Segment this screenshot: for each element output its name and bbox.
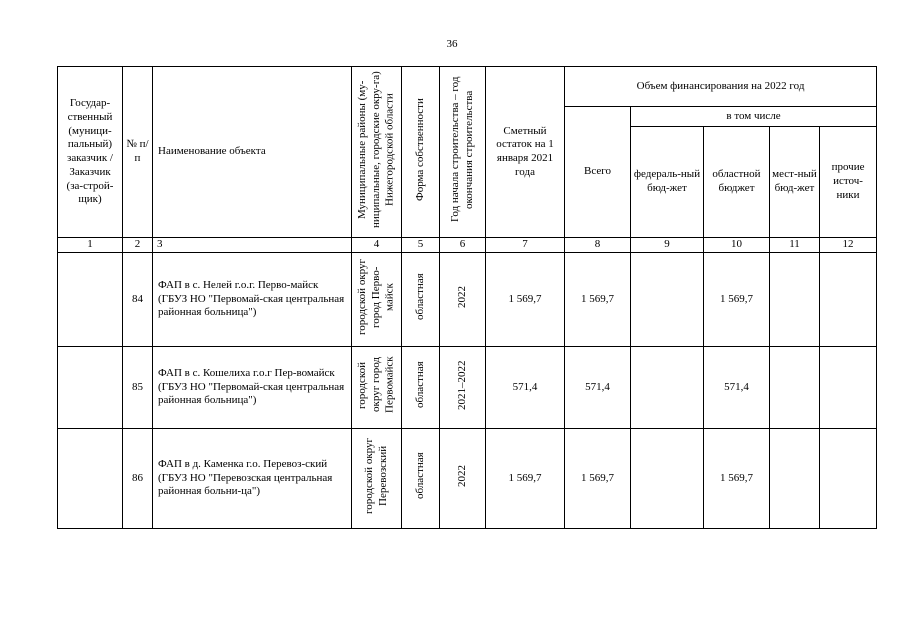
column-number: 3: [153, 238, 352, 253]
row-regional: 1 569,7: [704, 429, 770, 529]
header-districts: Муниципальные районы (му-ниципальные, городские окру-га) Нижегородской области: [352, 67, 402, 238]
header-local: мест-ный бюд-жет: [770, 127, 820, 238]
header-object-name: Наименование объекта: [153, 67, 352, 238]
row-total: 1 569,7: [565, 253, 631, 347]
column-number: 1: [58, 238, 123, 253]
row-estimate: 571,4: [486, 347, 565, 429]
row-estimate: 1 569,7: [486, 253, 565, 347]
column-number: 5: [402, 238, 440, 253]
header-years: Год начала строительства – год окончания строительства: [440, 67, 486, 238]
row-object-name: ФАП в с. Нелей г.о.г. Перво-майск (ГБУЗ НО "Первомай-ская центральная районная больница"): [153, 253, 352, 347]
row-number: 86: [123, 429, 153, 529]
row-district: городской округ город Перво-майск: [352, 253, 402, 347]
row-customer: [58, 347, 123, 429]
column-number: 7: [486, 238, 565, 253]
header-ownership: Форма собственности: [402, 67, 440, 238]
table-row: [58, 347, 877, 429]
row-customer: [58, 253, 123, 347]
row-local: [770, 347, 820, 429]
financing-table: [57, 66, 877, 529]
page-number: 36: [446, 38, 458, 50]
header-including: в том числе: [631, 107, 877, 127]
row-number: 84: [123, 253, 153, 347]
row-other: [820, 347, 877, 429]
row-local: [770, 429, 820, 529]
row-ownership: областная: [402, 429, 440, 529]
header-funding: Объем финансирования на 2022 год: [565, 67, 877, 107]
row-other: [820, 429, 877, 529]
column-number: 8: [565, 238, 631, 253]
row-local: [770, 253, 820, 347]
header-federal: федераль-ный бюд-жет: [631, 127, 704, 238]
column-number: 10: [704, 238, 770, 253]
row-estimate: 1 569,7: [486, 429, 565, 529]
table-row: [58, 253, 877, 347]
header-estimate: Сметный остаток на 1 января 2021 года: [486, 67, 565, 238]
row-ownership: областная: [402, 253, 440, 347]
column-number: 6: [440, 238, 486, 253]
row-regional: 571,4: [704, 347, 770, 429]
column-number: 4: [352, 238, 402, 253]
row-ownership: областная: [402, 347, 440, 429]
table-row: [58, 429, 877, 529]
row-years: 2022: [440, 429, 486, 529]
column-number-row: [58, 238, 877, 253]
row-years: 2021–2022: [440, 347, 486, 429]
column-number: 9: [631, 238, 704, 253]
row-object-name: ФАП в с. Кошелиха г.о.г Пер-вомайск (ГБУЗ НО "Первомай-ская центральная районная больница"): [153, 347, 352, 429]
row-object-name: ФАП в д. Каменка г.о. Перевоз-ский (ГБУЗ НО "Перевозская центральная районная больни-ца"): [153, 429, 352, 529]
header-regional: областной бюджет: [704, 127, 770, 238]
header-other: прочие источ-ники: [820, 127, 877, 238]
column-number: 11: [770, 238, 820, 253]
row-regional: 1 569,7: [704, 253, 770, 347]
header-number: № п/п: [123, 67, 153, 238]
row-customer: [58, 429, 123, 529]
row-federal: [631, 253, 704, 347]
row-number: 85: [123, 347, 153, 429]
row-district: городской округ город Первомайск: [352, 347, 402, 429]
row-other: [820, 253, 877, 347]
row-federal: [631, 347, 704, 429]
row-years: 2022: [440, 253, 486, 347]
header-total: Всего: [565, 107, 631, 238]
header-customer: Государ-ственный (муници-пальный) заказчик / Заказчик (за-строй-щик): [58, 67, 123, 238]
row-district: городской округ Перевозский: [352, 429, 402, 529]
column-number: 12: [820, 238, 877, 253]
row-total: 571,4: [565, 347, 631, 429]
row-total: 1 569,7: [565, 429, 631, 529]
row-federal: [631, 429, 704, 529]
column-number: 2: [123, 238, 153, 253]
